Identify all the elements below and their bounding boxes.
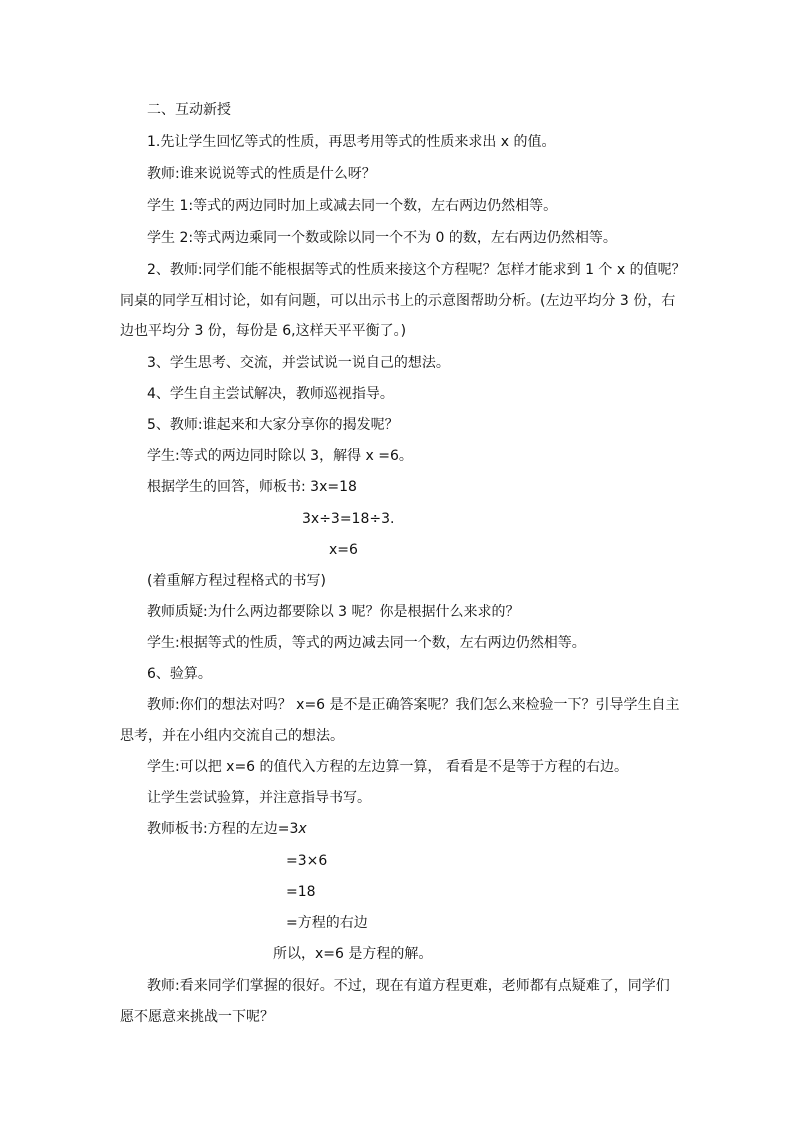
paragraph-continuation: 思考，并在小组内交流自己的想法。 <box>120 728 344 744</box>
verification-step: =18 <box>286 884 316 900</box>
paragraph: 学生:等式的两边同时除以 3，解得 x =6。 <box>147 448 413 464</box>
paragraph: 6、验算。 <box>147 666 212 682</box>
conclusion-line: 所以，x=6 是方程的解。 <box>273 946 433 962</box>
paragraph-continuation: 同桌的同学互相讨论，如有问题，可以出示书上的示意图帮助分析。(左边平均分 3 份，右 <box>120 293 676 309</box>
board-text: 教师板书:方程的左边=3 <box>147 821 299 837</box>
equation-line: 3x÷3=18÷3. <box>302 511 395 527</box>
paragraph: 5、教师:谁起来和大家分享你的揭发呢？ <box>147 417 399 433</box>
paragraph-continuation: 愿不愿意来挑战一下呢？ <box>120 1009 274 1025</box>
verification-step: =方程的右边 <box>286 915 368 931</box>
paragraph: 1.先让学生回忆等式的性质，再思考用等式的性质来求出 x 的值。 <box>147 134 556 150</box>
paragraph-continuation: 边也平均分 3 份，每份是 6,这样天平平衡了。) <box>120 323 407 339</box>
variable-x: x <box>298 821 307 837</box>
verification-step: =3×6 <box>286 853 328 869</box>
paragraph: 学生:可以把 x=6 的值代入方程的左边算一算， 看看是不是等于方程的右边。 <box>147 759 628 775</box>
paragraph: 教师质疑:为什么两边都要除以 3 呢？你是根据什么来求的？ <box>147 604 520 620</box>
paragraph: 教师:看来同学们掌握的很好。不过，现在有道方程更难，老师都有点疑难了，同学们 <box>147 978 670 994</box>
paragraph <box>147 819 307 839</box>
paragraph: 2、教师:同学们能不能根据等式的性质来接这个方程呢？怎样才能求到 1 个 x 的值呢？ <box>147 262 686 278</box>
paragraph: (着重解方程过程格式的书写) <box>147 573 326 589</box>
equation-line: x=6 <box>329 542 358 558</box>
section-title: 二、互动新授 <box>147 102 231 118</box>
paragraph: 教师:你们的想法对吗？ x=6 是不是正确答案呢？我们怎么来检验一下？引导学生自主 <box>147 697 680 713</box>
paragraph: 学生 1:等式的两边同时加上或减去同一个数，左右两边仍然相等。 <box>147 198 558 214</box>
paragraph: 让学生尝试验算，并注意指导书写。 <box>147 790 371 806</box>
paragraph: 学生:根据等式的性质，等式的两边减去同一个数，左右两边仍然相等。 <box>147 635 586 651</box>
paragraph: 3、学生思考、交流，并尝试说一说自己的想法。 <box>147 355 450 371</box>
paragraph: 根据学生的回答，师板书: 3x=18 <box>147 479 357 495</box>
paragraph: 4、学生自主尝试解决，教师巡视指导。 <box>147 386 394 402</box>
paragraph: 学生 2:等式两边乘同一个数或除以同一个不为 0 的数，左右两边仍然相等。 <box>147 230 617 246</box>
paragraph: 教师:谁来说说等式的性质是什么呀？ <box>147 166 376 182</box>
